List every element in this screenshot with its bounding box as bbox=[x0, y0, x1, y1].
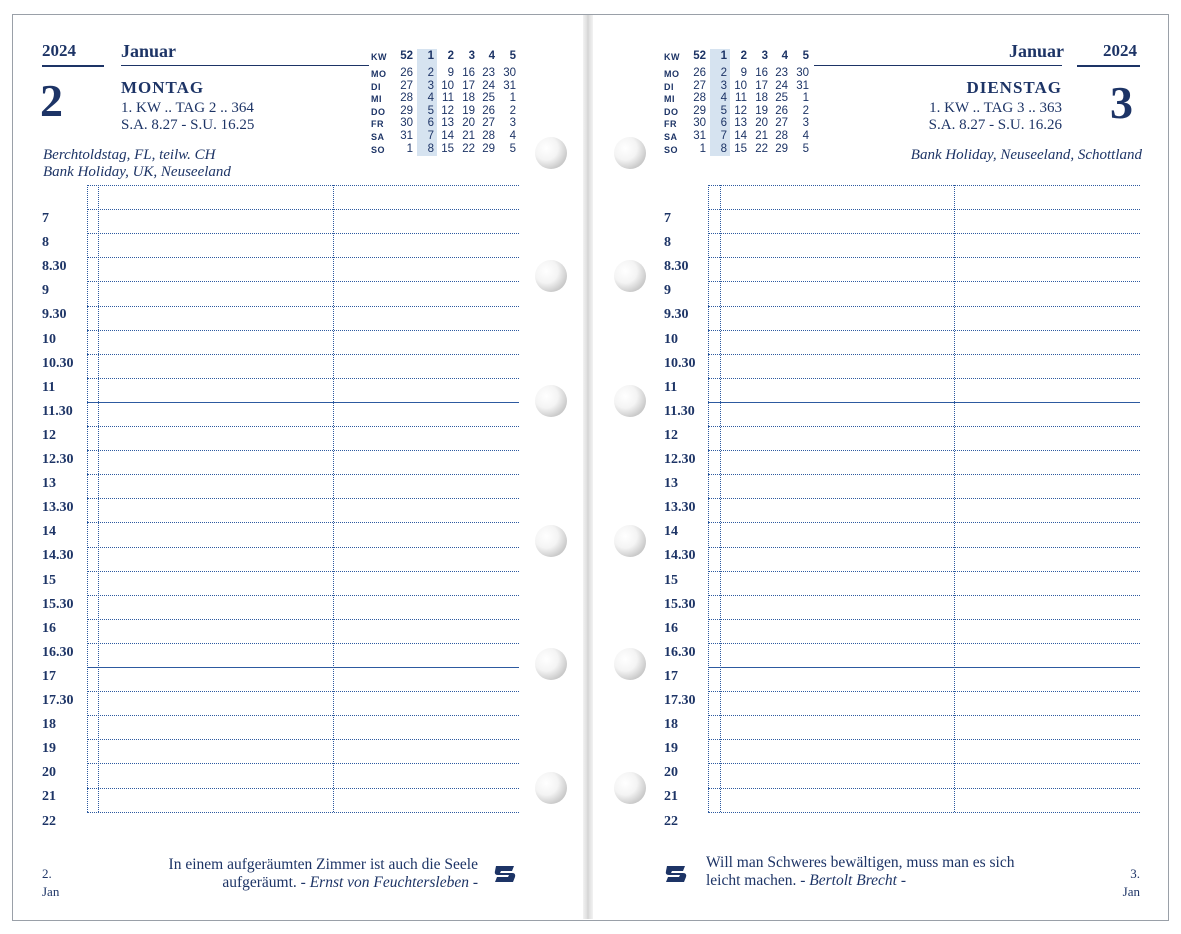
weekday-abbr: MI bbox=[664, 94, 675, 105]
time-slot-line[interactable] bbox=[708, 257, 1140, 258]
time-slot-line[interactable] bbox=[87, 306, 519, 307]
week-number: 2 bbox=[740, 50, 747, 62]
hour-label: 20 bbox=[664, 765, 678, 781]
calendar-date[interactable]: 14 bbox=[441, 130, 454, 142]
time-slot-line[interactable] bbox=[87, 378, 519, 379]
time-slot-line[interactable] bbox=[708, 498, 1140, 499]
hour-label: 12.30 bbox=[42, 452, 74, 467]
time-slot-line[interactable] bbox=[87, 185, 519, 186]
week-number: 1 bbox=[720, 50, 727, 62]
hour-label: 8 bbox=[664, 235, 671, 251]
hour-label: 14 bbox=[664, 524, 678, 540]
week-number: 5 bbox=[802, 50, 809, 62]
quote-line bbox=[706, 872, 1066, 890]
calendar-date[interactable]: 6 bbox=[720, 117, 727, 130]
calendar-date[interactable]: 16 bbox=[755, 67, 768, 79]
binder-hole-icon bbox=[535, 260, 567, 292]
day-number: 3 bbox=[1110, 77, 1133, 128]
sun-times: S.A. 8.27 - S.U. 16.25 bbox=[121, 117, 255, 133]
calendar-date[interactable]: 4 bbox=[720, 92, 727, 105]
calendar-date[interactable]: 20 bbox=[755, 117, 768, 130]
weekday-abbr: DO bbox=[371, 106, 386, 117]
kw-label: KW bbox=[371, 52, 387, 62]
calendar-date[interactable]: 31 bbox=[693, 130, 706, 142]
hour-label: 12 bbox=[42, 427, 56, 443]
hour-label: 10 bbox=[42, 331, 56, 347]
calendar-date[interactable]: 15 bbox=[441, 142, 454, 155]
week-number: 4 bbox=[781, 50, 788, 62]
hour-label: 19 bbox=[664, 741, 678, 757]
time-slot-line[interactable] bbox=[708, 354, 1140, 355]
week-number: 1 bbox=[427, 50, 434, 62]
weekday-abbr: MO bbox=[371, 69, 387, 79]
calendar-date[interactable]: 9 bbox=[447, 67, 454, 79]
time-slot-line[interactable] bbox=[708, 522, 1140, 523]
hour-label: 10.30 bbox=[664, 355, 696, 371]
calendar-date[interactable]: 28 bbox=[400, 92, 413, 105]
calendar-date[interactable]: 27 bbox=[482, 117, 495, 130]
hour-label: 13 bbox=[664, 476, 678, 492]
calendar-date[interactable]: 17 bbox=[755, 79, 768, 92]
quote bbox=[140, 856, 478, 892]
quote-line: Will man Schweres bewältigen, muss man es sich bbox=[706, 854, 1015, 871]
month-label: Januar bbox=[121, 41, 177, 61]
hour-label: 14.30 bbox=[664, 548, 696, 564]
binder-hole-icon bbox=[614, 260, 646, 292]
hour-label: 15.30 bbox=[664, 596, 696, 612]
binder-hole-icon bbox=[535, 772, 567, 804]
time-slot-line[interactable] bbox=[708, 402, 1140, 403]
time-slot-line[interactable] bbox=[87, 739, 519, 740]
time-slot-line[interactable] bbox=[87, 498, 519, 499]
year-underline bbox=[1077, 65, 1140, 67]
binder-hole-icon bbox=[535, 525, 567, 557]
weekday-abbr: MI bbox=[371, 94, 382, 105]
hour-label: 21 bbox=[664, 789, 678, 805]
calendar-date[interactable]: 2 bbox=[720, 67, 727, 79]
time-slot-line[interactable] bbox=[708, 595, 1140, 596]
time-slot-line[interactable] bbox=[708, 450, 1140, 451]
hour-label: 11 bbox=[42, 379, 56, 395]
hour-label: 11 bbox=[664, 379, 678, 395]
footer-month: Jan bbox=[1122, 884, 1140, 899]
hour-label: 17 bbox=[664, 668, 678, 684]
calendar-date[interactable]: 14 bbox=[734, 130, 747, 142]
week-number: 2 bbox=[447, 50, 454, 62]
calendar-date[interactable]: 21 bbox=[755, 130, 768, 142]
time-slot-line[interactable] bbox=[708, 739, 1140, 740]
footer-day: 2. bbox=[42, 866, 52, 881]
calendar-date[interactable]: 29 bbox=[775, 142, 788, 155]
calendar-date[interactable]: 23 bbox=[775, 67, 788, 79]
calendar-date[interactable]: 3 bbox=[720, 79, 727, 92]
calendar-date[interactable]: 9 bbox=[740, 67, 747, 79]
calendar-date[interactable]: 13 bbox=[734, 117, 747, 130]
header-rule bbox=[814, 65, 1062, 66]
week-number: 3 bbox=[761, 50, 768, 62]
time-slot-line[interactable] bbox=[708, 233, 1140, 234]
time-slot-line[interactable] bbox=[708, 812, 1140, 813]
hour-label: 8 bbox=[42, 235, 49, 251]
time-slot-line[interactable] bbox=[87, 450, 519, 451]
header-rule bbox=[121, 65, 369, 66]
hour-label: 16 bbox=[42, 620, 56, 636]
hour-label: 14 bbox=[42, 524, 56, 540]
hour-label: 7 bbox=[42, 211, 49, 226]
time-slot-line[interactable] bbox=[87, 474, 519, 475]
calendar-date[interactable]: 24 bbox=[482, 79, 495, 92]
brand-logo-icon bbox=[492, 863, 518, 885]
calendar-date[interactable]: 29 bbox=[482, 142, 495, 155]
hour-label: 17 bbox=[42, 668, 56, 684]
grid-column-line bbox=[98, 185, 99, 812]
calendar-date[interactable]: 25 bbox=[482, 92, 495, 105]
calendar-date[interactable]: 27 bbox=[775, 117, 788, 130]
calendar-date[interactable]: 7 bbox=[720, 130, 727, 142]
week-number: 4 bbox=[488, 50, 495, 62]
calendar-date[interactable]: 20 bbox=[462, 117, 475, 130]
hour-label: 9 bbox=[664, 283, 671, 299]
year-label: 2024 bbox=[42, 41, 76, 60]
time-slot-line[interactable] bbox=[708, 667, 1140, 668]
hour-label: 16.30 bbox=[42, 644, 74, 660]
time-slot-line[interactable] bbox=[708, 185, 1140, 186]
day-number: 2 bbox=[40, 75, 63, 126]
calendar-date[interactable]: 3 bbox=[509, 117, 516, 130]
hour-label: 8.30 bbox=[42, 259, 67, 275]
holiday-line: Bank Holiday, Neuseeland, Schottland bbox=[910, 147, 1142, 163]
calendar-date[interactable]: 2 bbox=[802, 104, 809, 117]
calendar-date[interactable]: 23 bbox=[482, 67, 495, 79]
binder-hole-icon bbox=[614, 648, 646, 680]
time-slot-line[interactable] bbox=[87, 619, 519, 620]
hour-label: 22 bbox=[664, 813, 678, 829]
hour-label: 11.30 bbox=[664, 403, 695, 419]
calendar-date[interactable]: 1 bbox=[509, 92, 516, 105]
weekday-abbr: MO bbox=[664, 69, 680, 79]
year-underline bbox=[42, 65, 104, 67]
hour-label: 18 bbox=[664, 717, 678, 733]
calendar-date[interactable]: 29 bbox=[400, 104, 413, 117]
hour-label: 10 bbox=[664, 331, 678, 347]
grid-column-line bbox=[720, 185, 721, 812]
calendar-date[interactable]: 1 bbox=[802, 92, 809, 105]
calendar-date[interactable]: 5 bbox=[802, 142, 809, 155]
weekday-abbr: FR bbox=[371, 119, 384, 130]
sun-times: S.A. 8.27 - S.U. 16.26 bbox=[928, 117, 1062, 133]
calendar-date[interactable]: 3 bbox=[802, 117, 809, 130]
weekday-label: DIENSTAG bbox=[966, 78, 1062, 97]
binder-hole-icon bbox=[614, 772, 646, 804]
hour-label: 13.30 bbox=[42, 500, 74, 516]
calendar-date[interactable]: 26 bbox=[400, 67, 413, 79]
time-slot-line[interactable] bbox=[708, 763, 1140, 764]
weekday-abbr: SA bbox=[664, 132, 678, 142]
calendar-date[interactable]: 4 bbox=[509, 130, 516, 142]
quote-text: leicht machen. - bbox=[706, 872, 810, 889]
time-slot-line[interactable] bbox=[87, 595, 519, 596]
calendar-date[interactable]: 28 bbox=[693, 92, 706, 105]
time-slot-line[interactable] bbox=[708, 643, 1140, 644]
holiday-line: Berchtoldstag, FL, teilw. CH bbox=[43, 147, 216, 163]
time-slot-line[interactable] bbox=[708, 474, 1140, 475]
calendar-date[interactable]: 24 bbox=[775, 79, 788, 92]
time-slot-line[interactable] bbox=[87, 715, 519, 716]
hour-label: 10.30 bbox=[42, 355, 74, 371]
hour-label: 12 bbox=[664, 427, 678, 443]
binder-hole-icon bbox=[614, 137, 646, 169]
calendar-date[interactable]: 17 bbox=[462, 79, 475, 92]
calendar-date[interactable]: 8 bbox=[720, 142, 727, 155]
time-slot-line[interactable] bbox=[708, 378, 1140, 379]
hour-label: 21 bbox=[42, 789, 56, 805]
weekday-abbr: SO bbox=[664, 144, 679, 155]
quote-line: In einem aufgeräumten Zimmer ist auch die Seele bbox=[168, 856, 478, 873]
calendar-date[interactable]: 22 bbox=[462, 142, 475, 155]
footer-month: Jan bbox=[42, 884, 60, 899]
calendar-date[interactable]: 25 bbox=[775, 92, 788, 105]
grid-column-line bbox=[87, 185, 88, 812]
calendar-date[interactable]: 30 bbox=[503, 67, 516, 79]
calendar-date[interactable]: 12 bbox=[734, 104, 747, 117]
hour-label: 15 bbox=[664, 572, 678, 588]
calendar-date[interactable]: 18 bbox=[755, 92, 768, 105]
calendar-date[interactable]: 19 bbox=[462, 104, 475, 117]
time-slot-line[interactable] bbox=[708, 306, 1140, 307]
weekday-abbr: DI bbox=[371, 81, 381, 92]
hour-label: 9.30 bbox=[42, 307, 67, 323]
calendar-date[interactable]: 15 bbox=[734, 142, 747, 155]
calendar-date[interactable]: 5 bbox=[427, 104, 434, 117]
calendar-date[interactable]: 21 bbox=[462, 130, 475, 142]
calendar-date[interactable]: 10 bbox=[441, 79, 454, 92]
calendar-date[interactable]: 7 bbox=[427, 130, 434, 142]
grid-column-line bbox=[708, 185, 709, 812]
time-slot-line[interactable] bbox=[87, 257, 519, 258]
time-slot-line[interactable] bbox=[87, 354, 519, 355]
quote-text: aufgeräumt. - bbox=[222, 874, 310, 891]
weekday-abbr: SO bbox=[371, 144, 386, 155]
hour-label: 20 bbox=[42, 765, 56, 781]
calendar-date[interactable]: 31 bbox=[796, 79, 809, 92]
calendar-date[interactable]: 11 bbox=[442, 92, 454, 105]
calendar-date[interactable]: 11 bbox=[735, 92, 747, 105]
time-slot-line[interactable] bbox=[708, 788, 1140, 789]
calendar-date[interactable]: 18 bbox=[462, 92, 475, 105]
week-number: 5 bbox=[509, 50, 516, 62]
calendar-date[interactable]: 1 bbox=[406, 142, 413, 155]
calendar-date[interactable]: 30 bbox=[693, 117, 706, 130]
quote bbox=[706, 854, 1066, 890]
week-number: 52 bbox=[400, 50, 413, 62]
hour-label: 7 bbox=[664, 211, 671, 226]
month-label: Januar bbox=[1009, 41, 1065, 61]
calendar-date[interactable]: 3 bbox=[427, 79, 434, 92]
calendar-date[interactable]: 2 bbox=[509, 104, 516, 117]
calendar-date[interactable]: 1 bbox=[699, 142, 706, 155]
calendar-date[interactable]: 30 bbox=[796, 67, 809, 79]
binder-hole-icon bbox=[535, 648, 567, 680]
weekday-abbr: FR bbox=[664, 119, 677, 130]
calendar-date[interactable]: 28 bbox=[482, 130, 495, 142]
time-slot-line[interactable] bbox=[708, 281, 1140, 282]
time-slot-line[interactable] bbox=[87, 281, 519, 282]
time-slot-line[interactable] bbox=[708, 209, 1140, 210]
time-slot-line[interactable] bbox=[708, 426, 1140, 427]
time-slot-line[interactable] bbox=[708, 547, 1140, 548]
time-slot-line[interactable] bbox=[87, 209, 519, 210]
time-slot-line[interactable] bbox=[87, 571, 519, 572]
footer-day: 3. bbox=[1130, 866, 1140, 881]
calendar-date[interactable]: 8 bbox=[427, 142, 434, 155]
hour-label: 11.30 bbox=[42, 403, 73, 419]
time-slot-line[interactable] bbox=[87, 812, 519, 813]
weekday-abbr: DO bbox=[664, 106, 679, 117]
hour-label: 16 bbox=[664, 620, 678, 636]
time-slot-line[interactable] bbox=[87, 426, 519, 427]
time-slot-line[interactable] bbox=[87, 788, 519, 789]
weekday-abbr: SA bbox=[371, 132, 385, 142]
hour-label: 15 bbox=[42, 572, 56, 588]
hour-label: 17.30 bbox=[664, 693, 696, 708]
calendar-date[interactable]: 19 bbox=[755, 104, 768, 117]
hour-label: 9.30 bbox=[664, 307, 689, 323]
calendar-date[interactable]: 22 bbox=[755, 142, 768, 155]
week-info: 1. KW .. TAG 3 .. 363 bbox=[929, 100, 1062, 116]
week-number: 3 bbox=[468, 50, 475, 62]
calendar-date[interactable]: 28 bbox=[775, 130, 788, 142]
time-slot-line[interactable] bbox=[87, 233, 519, 234]
weekday-abbr: DI bbox=[664, 81, 674, 92]
week-number: 52 bbox=[693, 50, 706, 62]
calendar-date[interactable]: 4 bbox=[427, 92, 434, 105]
calendar-date[interactable]: 26 bbox=[693, 67, 706, 79]
calendar-date[interactable]: 5 bbox=[720, 104, 727, 117]
calendar-date[interactable]: 31 bbox=[400, 130, 413, 142]
calendar-date[interactable]: 26 bbox=[775, 104, 788, 117]
time-slot-line[interactable] bbox=[708, 715, 1140, 716]
calendar-date[interactable]: 27 bbox=[693, 79, 706, 92]
hour-label: 18 bbox=[42, 717, 56, 733]
hour-label: 19 bbox=[42, 741, 56, 757]
time-slot-line[interactable] bbox=[87, 763, 519, 764]
grid-column-line bbox=[954, 185, 955, 812]
hour-label: 13.30 bbox=[664, 500, 696, 516]
calendar-date[interactable]: 12 bbox=[441, 104, 454, 117]
holiday-line: Bank Holiday, UK, Neuseeland bbox=[43, 164, 231, 180]
time-slot-line[interactable] bbox=[708, 571, 1140, 572]
binder-hole-icon bbox=[535, 137, 567, 169]
calendar-date[interactable]: 27 bbox=[400, 79, 413, 92]
binder-hole-icon bbox=[614, 525, 646, 557]
calendar-date[interactable]: 16 bbox=[462, 67, 475, 79]
time-slot-line[interactable] bbox=[708, 619, 1140, 620]
binder-hole-icon bbox=[535, 385, 567, 417]
calendar-date[interactable]: 31 bbox=[503, 79, 516, 92]
calendar-date[interactable]: 29 bbox=[693, 104, 706, 117]
time-slot-line[interactable] bbox=[87, 402, 519, 403]
quote-author: Bertolt Brecht - bbox=[809, 872, 906, 889]
calendar-date[interactable]: 10 bbox=[734, 79, 747, 92]
hour-label: 14.30 bbox=[42, 548, 74, 564]
calendar-date[interactable]: 6 bbox=[427, 117, 434, 130]
week-info: 1. KW .. TAG 2 .. 364 bbox=[121, 100, 254, 116]
weekday-label: MONTAG bbox=[121, 78, 205, 97]
kw-label: KW bbox=[664, 52, 680, 62]
calendar-date[interactable]: 4 bbox=[802, 130, 809, 142]
hour-label: 17.30 bbox=[42, 693, 74, 708]
time-slot-line[interactable] bbox=[87, 547, 519, 548]
hour-label: 8.30 bbox=[664, 259, 689, 275]
time-slot-line[interactable] bbox=[87, 522, 519, 523]
hour-label: 15.30 bbox=[42, 596, 74, 612]
calendar-date[interactable]: 2 bbox=[427, 67, 434, 79]
time-slot-line[interactable] bbox=[87, 330, 519, 331]
calendar-date[interactable]: 13 bbox=[441, 117, 454, 130]
time-slot-line[interactable] bbox=[708, 691, 1140, 692]
hour-label: 9 bbox=[42, 283, 49, 299]
time-slot-line[interactable] bbox=[708, 330, 1140, 331]
brand-logo-icon bbox=[663, 863, 689, 885]
calendar-date[interactable]: 26 bbox=[482, 104, 495, 117]
quote-line bbox=[140, 874, 478, 892]
page-spine bbox=[583, 15, 593, 919]
calendar-date[interactable]: 5 bbox=[509, 142, 516, 155]
time-slot-line[interactable] bbox=[87, 643, 519, 644]
year-label: 2024 bbox=[1103, 41, 1137, 60]
hour-label: 13 bbox=[42, 476, 56, 492]
calendar-date[interactable]: 30 bbox=[400, 117, 413, 130]
hour-label: 12.30 bbox=[664, 452, 696, 467]
grid-column-line bbox=[333, 185, 334, 812]
hour-label: 16.30 bbox=[664, 644, 696, 660]
binder-hole-icon bbox=[614, 385, 646, 417]
time-slot-line[interactable] bbox=[87, 667, 519, 668]
time-slot-line[interactable] bbox=[87, 691, 519, 692]
hour-label: 22 bbox=[42, 813, 56, 829]
quote-author: Ernst von Feuchtersleben - bbox=[309, 874, 478, 891]
